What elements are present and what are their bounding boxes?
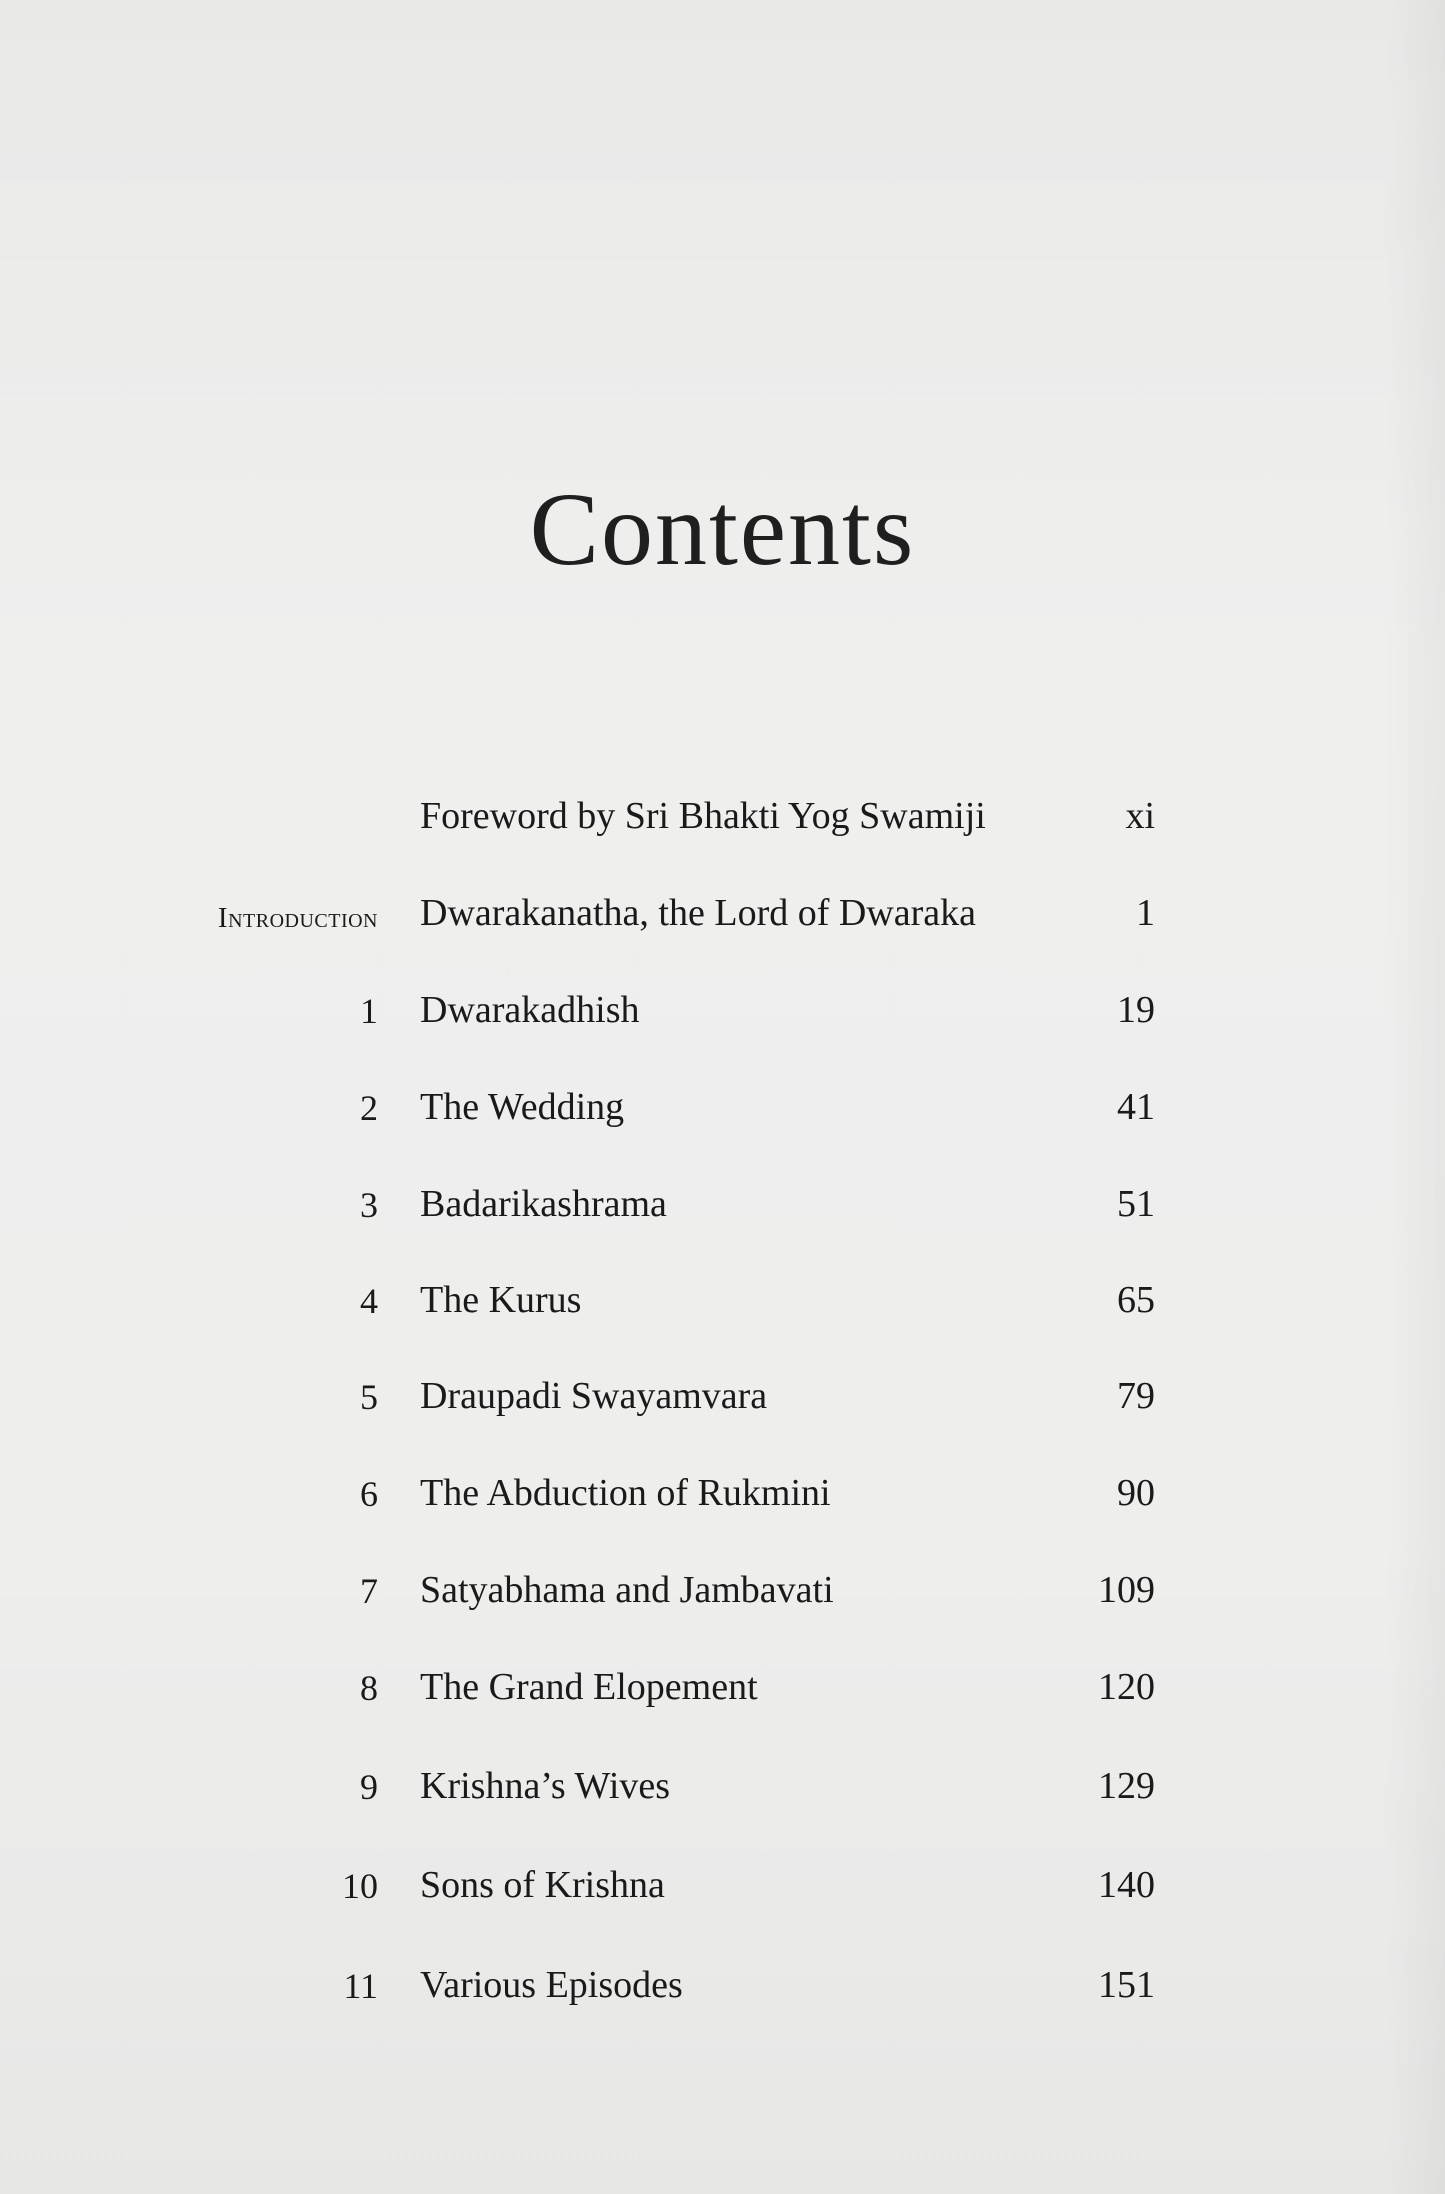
toc-entry-title: Foreword by Sri Bhakti Yog Swamiji [420, 795, 986, 837]
toc-entry [0, 1659, 1445, 1719]
toc-entry-label: 1 [360, 991, 378, 1031]
toc-entry-title: Satyabhama and Jambavati [420, 1569, 834, 1611]
toc-entry-page: 151 [1098, 1964, 1155, 2006]
toc-entry-title: Krishna’s Wives [420, 1765, 671, 1807]
toc-entry-page: 41 [1117, 1086, 1155, 1128]
toc-entry-page: 51 [1117, 1183, 1155, 1225]
toc-entry-page: 109 [1098, 1569, 1155, 1611]
toc-entry [0, 1562, 1445, 1622]
toc-entry-title: The Wedding [420, 1086, 625, 1128]
toc-entry-label: 2 [360, 1088, 378, 1128]
toc-entry-label: 8 [360, 1668, 378, 1708]
toc-entry [0, 788, 1445, 848]
toc-entry-title: The Grand Elopement [420, 1666, 758, 1708]
toc-entry-label: 3 [360, 1185, 378, 1225]
toc-entry-title: Draupadi Swayamvara [420, 1375, 768, 1417]
toc-entry-label: 7 [360, 1571, 378, 1611]
toc-entry-label: 5 [360, 1377, 378, 1417]
toc-entry-label: 9 [360, 1767, 378, 1807]
toc-entry [0, 885, 1445, 945]
toc-entry-label: 10 [342, 1866, 378, 1906]
toc-entry [0, 982, 1445, 1042]
toc-entry [0, 1465, 1445, 1525]
toc-entry-title: Dwarakanatha, the Lord of Dwaraka [420, 892, 977, 934]
toc-entry-title: The Abduction of Rukmini [420, 1472, 831, 1514]
toc-entry-page: xi [1125, 795, 1155, 837]
toc-entry-page: 19 [1117, 989, 1155, 1031]
toc-entry [0, 1857, 1445, 1917]
toc-entry-page: 65 [1117, 1279, 1155, 1321]
toc-entry [0, 1079, 1445, 1139]
toc-entry-page: 140 [1098, 1864, 1155, 1906]
toc-entry-title: The Kurus [420, 1279, 582, 1321]
toc-entry-label: 6 [360, 1474, 378, 1514]
toc-entry-page: 79 [1117, 1375, 1155, 1417]
page-title: Contents [529, 472, 916, 587]
toc-entry-page: 120 [1098, 1666, 1155, 1708]
toc-entry-label: Introduction [217, 902, 378, 934]
toc-entry-title: Sons of Krishna [420, 1864, 665, 1906]
toc-entry [0, 1272, 1445, 1332]
toc-entry-title: Badarikashrama [420, 1183, 667, 1225]
toc-entry-label: 11 [343, 1966, 378, 2006]
toc-entry [0, 1176, 1445, 1236]
toc-entry [0, 1368, 1445, 1428]
toc-entry-page: 1 [1136, 892, 1155, 934]
toc-entry-page: 129 [1098, 1765, 1155, 1807]
toc-entry [0, 1957, 1445, 2017]
toc-entry [0, 1758, 1445, 1818]
toc-entry-page: 90 [1117, 1472, 1155, 1514]
toc-entry-title: Various Episodes [420, 1964, 683, 2006]
toc-entry-label: 4 [360, 1281, 378, 1321]
toc-entry-title: Dwarakadhish [420, 989, 640, 1031]
